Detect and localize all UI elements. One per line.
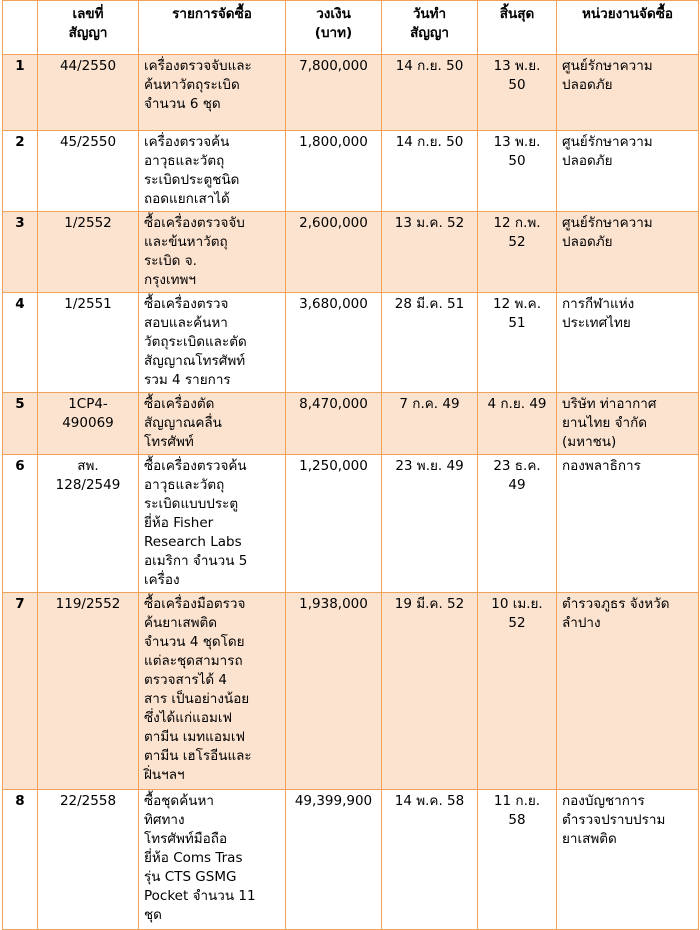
signed-date-line: 23 พ.ย. 49: [395, 458, 464, 474]
procurement-item-line: จำนวน 4 ชุดโดย: [144, 634, 245, 650]
procurement-item-line: ซื้อเครื่องตัด: [144, 396, 215, 412]
procurement-item-line: แต่ละชุดสามารถ: [144, 653, 243, 669]
budget-amount: 2,600,000: [286, 212, 382, 293]
procurement-item-line: ฝิ่นฯลฯ: [144, 767, 185, 783]
signed-date: [382, 131, 478, 212]
procurement-item-line: ตามีน เมทแอมเฟ: [144, 729, 246, 745]
end-date: [478, 455, 557, 593]
row-number: 8: [3, 790, 38, 930]
procurement-item-line: รวม 4 รายการ: [144, 372, 231, 388]
procurement-item: [139, 455, 286, 593]
procurement-item-line: อเมริกา จำนวน 5: [144, 553, 248, 569]
end-date-line: 52: [508, 615, 526, 631]
row-number: 1: [3, 55, 38, 131]
end-date: [478, 790, 557, 930]
procurement-item-line: ซื้อชุดค้นหา: [144, 793, 214, 809]
procurement-item-line: ระเบิดประตูชนิด: [144, 172, 240, 188]
procurement-item-line: ค้นหาวัตถุระเบิด: [144, 77, 240, 93]
procuring-agency-line: ยานไทย จำกัด: [562, 415, 648, 431]
procurement-item-line: สาร เป็นอย่างน้อย: [144, 691, 250, 707]
procuring-agency-line: การกีฬาแห่ง: [562, 296, 635, 312]
end-date-line: 49: [508, 477, 526, 493]
procurement-item-line: ซื้อเครื่องตรวจจับ: [144, 215, 245, 231]
procurement-item-line: สัญญาณคลื่น: [144, 415, 222, 431]
header-budget: [286, 1, 382, 55]
end-date-line: 13 พ.ย.: [493, 134, 541, 150]
end-date-line: 58: [508, 812, 526, 828]
procuring-agency: [557, 455, 699, 593]
budget-amount: 1,938,000: [286, 593, 382, 790]
procuring-agency: [557, 790, 699, 930]
end-date-line: 50: [508, 77, 526, 93]
procuring-agency-line: ศูนย์รักษาความ: [562, 215, 653, 231]
header-label-line: วงเงิน: [316, 6, 351, 22]
table-row: [3, 455, 699, 593]
contract-number-line: สพ.: [77, 458, 99, 474]
procuring-agency-line: ลำปาง: [562, 615, 601, 631]
row-number: 6: [3, 455, 38, 593]
signed-date: [382, 455, 478, 593]
procurement-item-line: ระเบิดแบบประตู: [144, 496, 239, 512]
procuring-agency-line: กองพลาธิการ: [562, 458, 641, 474]
contract-number-line: 44/2550: [59, 58, 117, 74]
procurement-item-line: ระเบิด จ.: [144, 253, 197, 269]
end-date-line: 12 ก.พ.: [493, 215, 541, 231]
contract-number: [38, 212, 139, 293]
contract-number-line: 1CP4-: [68, 396, 108, 412]
table-row: [3, 293, 699, 393]
end-date: [478, 393, 557, 455]
procurement-item-line: ซื้อเครื่องตรวจ: [144, 296, 229, 312]
header-contract-no: [38, 1, 139, 55]
procurement-item-line: ตามีน เฮโรอีนและ: [144, 748, 252, 764]
signed-date: [382, 790, 478, 930]
header-label-line: หน่วยงานจัดซื้อ: [582, 6, 673, 22]
contract-number: [38, 131, 139, 212]
procurement-item-line: โทรศัพท์: [144, 434, 194, 450]
procurement-item-line: Research Labs: [144, 534, 242, 550]
header-label-line: สิ้นสุด: [499, 6, 535, 22]
procurement-item: [139, 212, 286, 293]
header-item: [139, 1, 286, 55]
end-date-line: 51: [508, 315, 526, 331]
header-agency: [557, 1, 699, 55]
procuring-agency-line: ประเทศไทย: [562, 315, 631, 331]
row-number: 4: [3, 293, 38, 393]
header-label-line: (บาท): [314, 25, 353, 41]
end-date-line: 4 ก.ย. 49: [487, 396, 547, 412]
procurement-item-line: ค้นยาเสพติด: [144, 615, 218, 631]
procurement-table: [2, 0, 699, 930]
procuring-agency-line: ตำรวจปราบปราม: [562, 812, 666, 828]
signed-date: [382, 593, 478, 790]
procurement-item-line: ยี่ห้อ Fisher: [144, 515, 214, 531]
header-label-line: สัญญา: [410, 25, 449, 41]
procuring-agency-line: กองบัญชาการ: [562, 793, 645, 809]
procurement-item-line: เครื่อง: [144, 572, 180, 588]
procurement-item: [139, 393, 286, 455]
procuring-agency: [557, 393, 699, 455]
procurement-item-line: เครื่องตรวจค้น: [144, 134, 230, 150]
header-label-line: วันทำ: [412, 6, 447, 22]
table-row: [3, 593, 699, 790]
header-no: [3, 1, 38, 55]
procuring-agency-line: ศูนย์รักษาความ: [562, 134, 653, 150]
procurement-item-line: อาวุธและวัตถุ: [144, 477, 225, 493]
header-label-line: สัญญา: [68, 25, 108, 41]
table-row: [3, 55, 699, 131]
contract-number: [38, 790, 139, 930]
budget-amount: 49,399,900: [286, 790, 382, 930]
header-signed-date: [382, 1, 478, 55]
end-date: [478, 593, 557, 790]
procurement-item-line: กรุงเทพฯ: [144, 272, 197, 288]
signed-date: [382, 55, 478, 131]
procuring-agency-line: (มหาชน): [562, 434, 617, 450]
procuring-agency: [557, 131, 699, 212]
procurement-item-line: สอบและค้นหา: [144, 315, 228, 331]
signed-date-line: 14 ก.ย. 50: [395, 58, 464, 74]
row-number: 7: [3, 593, 38, 790]
procurement-item-line: รุ่น CTS GSMG: [144, 869, 237, 885]
procurement-item-line: โทรศัพท์มือถือ: [144, 831, 228, 847]
table-row: [3, 790, 699, 930]
signed-date-line: 19 มี.ค. 52: [394, 596, 465, 612]
row-number: 2: [3, 131, 38, 212]
procurement-item-line: ชุด: [144, 907, 162, 923]
procurement-item-line: Pocket จำนวน 11: [144, 888, 256, 904]
header-label-line: รายการจัดซื้อ: [172, 6, 252, 22]
budget-amount: 7,800,000: [286, 55, 382, 131]
table-row: [3, 212, 699, 293]
procuring-agency-line: ยาเสพติด: [562, 831, 617, 847]
procurement-item: [139, 293, 286, 393]
contract-number: [38, 393, 139, 455]
procurement-item-line: ซื้อเครื่องมือตรวจ: [144, 596, 246, 612]
header-label-line: เลขที่: [72, 6, 104, 22]
procurement-item: [139, 790, 286, 930]
procurement-item-line: ซึ่งได้แก่แอมเฟ: [144, 710, 233, 726]
end-date-line: 10 เม.ย.: [491, 596, 543, 612]
end-date-line: 23 ธ.ค.: [493, 458, 541, 474]
procuring-agency-line: ปลอดภัย: [562, 234, 613, 250]
contract-number-line: 128/2549: [55, 477, 121, 493]
procurement-item-line: ตรวจสารได้ 4: [144, 672, 228, 688]
contract-number-line: 1/2551: [64, 296, 112, 312]
contract-number: [38, 293, 139, 393]
procurement-item-line: ถอดแยกเสาได้: [144, 191, 230, 207]
procurement-item-line: ซื้อเครื่องตรวจค้น: [144, 458, 247, 474]
end-date: [478, 212, 557, 293]
signed-date: [382, 393, 478, 455]
procurement-item-line: สัญญาณโทรศัพท์: [144, 353, 246, 369]
procuring-agency-line: ศูนย์รักษาความ: [562, 58, 653, 74]
table-header-row: [3, 1, 699, 55]
contract-number-line: 22/2558: [59, 793, 117, 809]
procurement-item-line: อาวุธและวัตถุ: [144, 153, 225, 169]
budget-amount: 1,250,000: [286, 455, 382, 593]
signed-date-line: 14 ก.ย. 50: [395, 134, 464, 150]
signed-date-line: 14 พ.ค. 58: [394, 793, 465, 809]
procurement-item-line: จำนวน 6 ชุด: [144, 96, 221, 112]
budget-amount: 8,470,000: [286, 393, 382, 455]
contract-number: [38, 455, 139, 593]
contract-number: [38, 55, 139, 131]
procurement-item-line: และข้นหาวัตถุ: [144, 234, 228, 250]
row-number: 3: [3, 212, 38, 293]
procurement-item-line: วัตถุระเบิดและตัด: [144, 334, 247, 350]
contract-number-line: 119/2552: [55, 596, 121, 612]
end-date-line: 12 พ.ค.: [493, 296, 541, 312]
table-row: [3, 131, 699, 212]
end-date: [478, 55, 557, 131]
end-date-line: 13 พ.ย.: [493, 58, 541, 74]
procuring-agency-line: บริษัท ท่าอากาศ: [562, 396, 657, 412]
end-date: [478, 131, 557, 212]
signed-date-line: 28 มี.ค. 51: [394, 296, 465, 312]
procurement-item: [139, 593, 286, 790]
contract-number: [38, 593, 139, 790]
procuring-agency-line: ปลอดภัย: [562, 153, 613, 169]
procurement-item: [139, 55, 286, 131]
procurement-item-line: ทิศทาง: [144, 812, 185, 828]
procuring-agency: [557, 55, 699, 131]
procurement-item: [139, 131, 286, 212]
signed-date: [382, 293, 478, 393]
end-date: [478, 293, 557, 393]
signed-date-line: 13 ม.ค. 52: [394, 215, 465, 231]
procuring-agency: [557, 212, 699, 293]
procuring-agency: [557, 293, 699, 393]
procurement-item-line: ยี่ห้อ Coms Tras: [144, 850, 243, 866]
header-end-date: [478, 1, 557, 55]
budget-amount: 3,680,000: [286, 293, 382, 393]
table-body: [3, 55, 699, 930]
end-date-line: 11 ก.ย.: [493, 793, 541, 809]
procurement-item-line: เครื่องตรวจจับและ: [144, 58, 252, 74]
procuring-agency-line: ตำรวจภูธร จังหวัด: [562, 596, 670, 612]
contract-number-line: 45/2550: [59, 134, 117, 150]
budget-amount: 1,800,000: [286, 131, 382, 212]
end-date-line: 50: [508, 153, 526, 169]
signed-date: [382, 212, 478, 293]
contract-number-line: 490069: [62, 415, 114, 431]
end-date-line: 52: [508, 234, 526, 250]
procuring-agency: [557, 593, 699, 790]
table-row: [3, 393, 699, 455]
contract-number-line: 1/2552: [64, 215, 112, 231]
procuring-agency-line: ปลอดภัย: [562, 77, 613, 93]
row-number: 5: [3, 393, 38, 455]
signed-date-line: 7 ก.ค. 49: [399, 396, 460, 412]
